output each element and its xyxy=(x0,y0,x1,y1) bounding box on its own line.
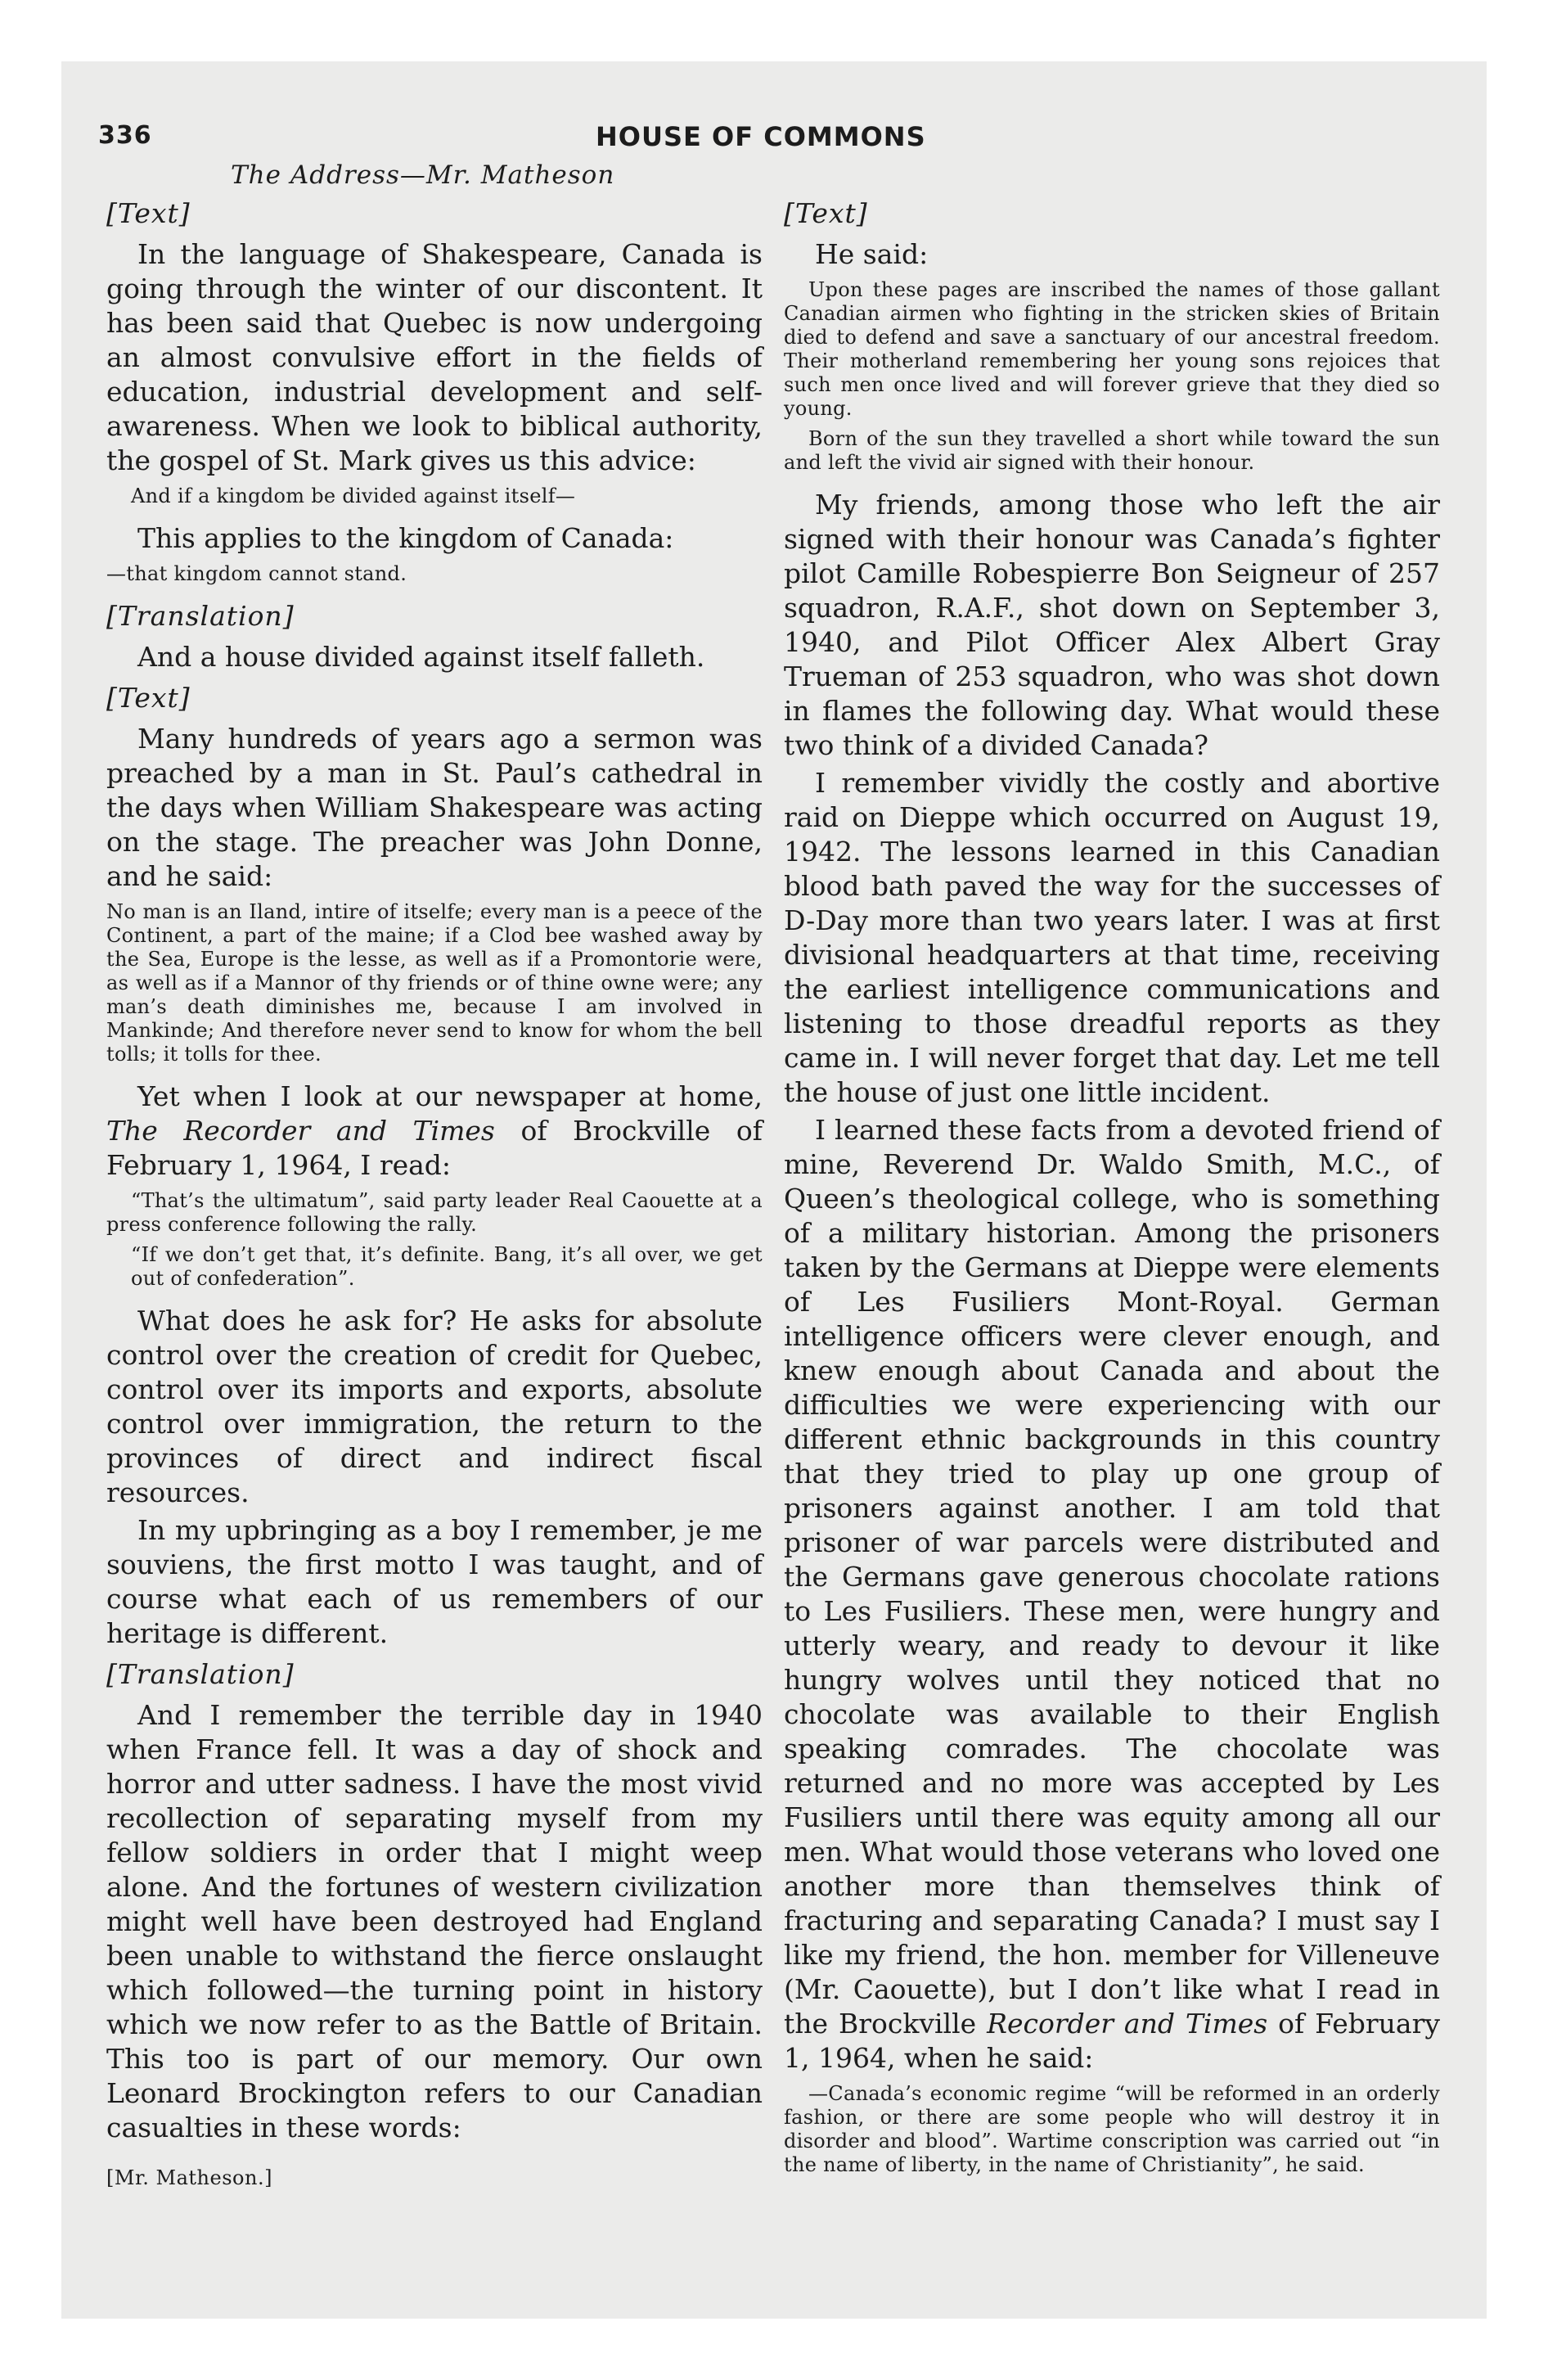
translation-tag: [Translation] xyxy=(106,600,295,632)
speaker-signature: [Mr. Matheson.] xyxy=(106,2166,272,2189)
paragraph: This applies to the kingdom of Canada: xyxy=(137,522,674,554)
quotation: “If we don’t get that, it’s definite. Bang, it’s all over, we get out of confederation”. xyxy=(131,1243,763,1290)
quotation: “That’s the ultimatum”, said party leader Real Caouette at a press conference following the rally. xyxy=(106,1189,763,1236)
page-number: 336 xyxy=(98,121,152,150)
paragraph: My friends, among those who left the air signed with their honour was Canada’s fighter pilot Camille Robespierre Bon Seigneur of 257 squadron, R.A.F., shot down on September 3, 1940, and Pilot Officer Alex Albert Gray Trueman of 253 squadron, who was shot down in flames the following day. What would these two think of a divided Canada? xyxy=(784,489,1440,761)
quotation: No man is an Iland, intire of itselfe; every man is a peece of the Continent, a part of the maine; if a Clod bee washed away by the Sea, Europe is the lesse, as well as if a Promontorie were, as well as if a Mannor of thy friends or of thine owne were; any man’s death diminishes me, because I am involved in Mankinde; And therefore never send to know for whom the bell tolls; it tolls for thee. xyxy=(106,900,763,1066)
left-column xyxy=(106,190,763,2190)
text-tag: [Text] xyxy=(106,682,191,714)
newspaper-title: Recorder and Times xyxy=(987,2008,1268,2040)
newspaper-title: The Recorder and Times xyxy=(106,1115,495,1147)
paragraph: I remember vividly the costly and abortive raid on Dieppe which occurred on August 19, 1942. The lessons learned in this Canadian blood bath paved the way for the successes of D-Day more than two years later. I was at first divisional headquarters at that time, receiving the earliest intelligence communications and listening to those dreadful reports as they came in. I will never forget that day. Let me tell the house of just one little incident. xyxy=(784,767,1440,1108)
paragraph: In my upbringing as a boy I remember, je me souviens, the first motto I was taught, and of course what each of us remembers of our heritage is different. xyxy=(106,1514,763,1649)
paragraph: And I remember the terrible day in 1940 when France fell. It was a day of shock and horror and utter sadness. I have the most vivid recollection of separating myself from my fellow soldiers in order that I might weep alone. And the fortunes of western civilization might well have been destroyed had England been unable to withstand the fierce onslaught which followed—the turning point in history which we now refer to as the Battle of Britain. This too is part of our memory. Our own Leonard Brockington refers to our Canadian casualties in these words: xyxy=(106,1699,763,2143)
translation-tag: [Translation] xyxy=(106,1658,295,1690)
paragraph: And a house divided against itself falleth. xyxy=(137,641,705,673)
paragraph: In the language of Shakespeare, Canada is going through the winter of our discontent. It has been said that Quebec is now undergoing an almost convulsive effort in the fields of education, industrial development and self-awareness. When we look to biblical authority, the gospel of St. Mark gives us this advice: xyxy=(106,238,763,476)
paragraph: Many hundreds of years ago a sermon was preached by a man in St. Paul’s cathedral in the days when William Shakespeare was acting on the stage. The preacher was John Donne, and he said: xyxy=(106,723,763,892)
quotation: Upon these pages are inscribed the names of those gallant Canadian airmen who fighting in the stricken skies of Britain died to defend and save a sanctuary of our ancestral freedom. Their motherland remembering her young sons rejoices that such men once lived and will forever grieve that they died so young. xyxy=(784,278,1440,420)
paragraph: He said: xyxy=(815,238,929,270)
quotation: Born of the sun they travelled a short while toward the sun and left the vivid air signed with their honour. xyxy=(784,427,1440,474)
paragraph: Yet when I look at our newspaper at home, The Recorder and Times of Brockville of February 1, 1964, I read: xyxy=(106,1080,763,1181)
quotation: —Canada’s economic regime “will be reformed in an orderly fashion, or there are some people who will destroy it in disorder and blood”. Wartime conscription was carried out “in the name of liberty, in the name of Christianity”, he said. xyxy=(784,2082,1440,2176)
paragraph: What does he ask for? He asks for absolute control over the creation of credit for Quebec, control over its imports and exports, absolute control over immigration, the return to the provinces of direct and indirect fiscal resources. xyxy=(106,1305,763,1508)
text-tag: [Text] xyxy=(106,197,191,229)
quotation: And if a kingdom be divided against itself— xyxy=(131,485,576,507)
section-subtitle: The Address—Mr. Matheson xyxy=(231,160,615,190)
text-tag: [Text] xyxy=(784,197,868,229)
running-title: HOUSE OF COMMONS xyxy=(596,121,926,152)
quotation: —that kingdom cannot stand. xyxy=(106,562,407,585)
paragraph: I learned these facts from a devoted friend of mine, Reverend Dr. Waldo Smith, M.C., of Queen’s theological college, who is something of a military historian. Among the prisoners taken by the Germans at Dieppe were elements of Les Fusiliers Mont-Royal. German intelligence officers were clever enough, and knew enough about Canada and about the difficulties we were experiencing with our different ethnic backgrounds in this country that they tried to play up one group of prisoners against another. I am told that prisoner of war parcels were distributed and the Germans gave generous chocolate rations to Les Fusiliers. These men, were hungry and utterly weary, and ready to devour it like hungry wolves until they noticed that no chocolate was available to their English speaking comrades. The chocolate was returned and no more was accepted by Les Fusiliers until there was equity among all our men. What would those veterans who loved one another more than themselves think of fracturing and separating Canada? I must say I like my friend, the hon. member for Villeneuve (Mr. Caouette), but I don’t like what I read in the Brockville Recorder and Times of February 1, 1964, when he said: xyxy=(784,1114,1440,2074)
right-column xyxy=(784,190,1440,2190)
